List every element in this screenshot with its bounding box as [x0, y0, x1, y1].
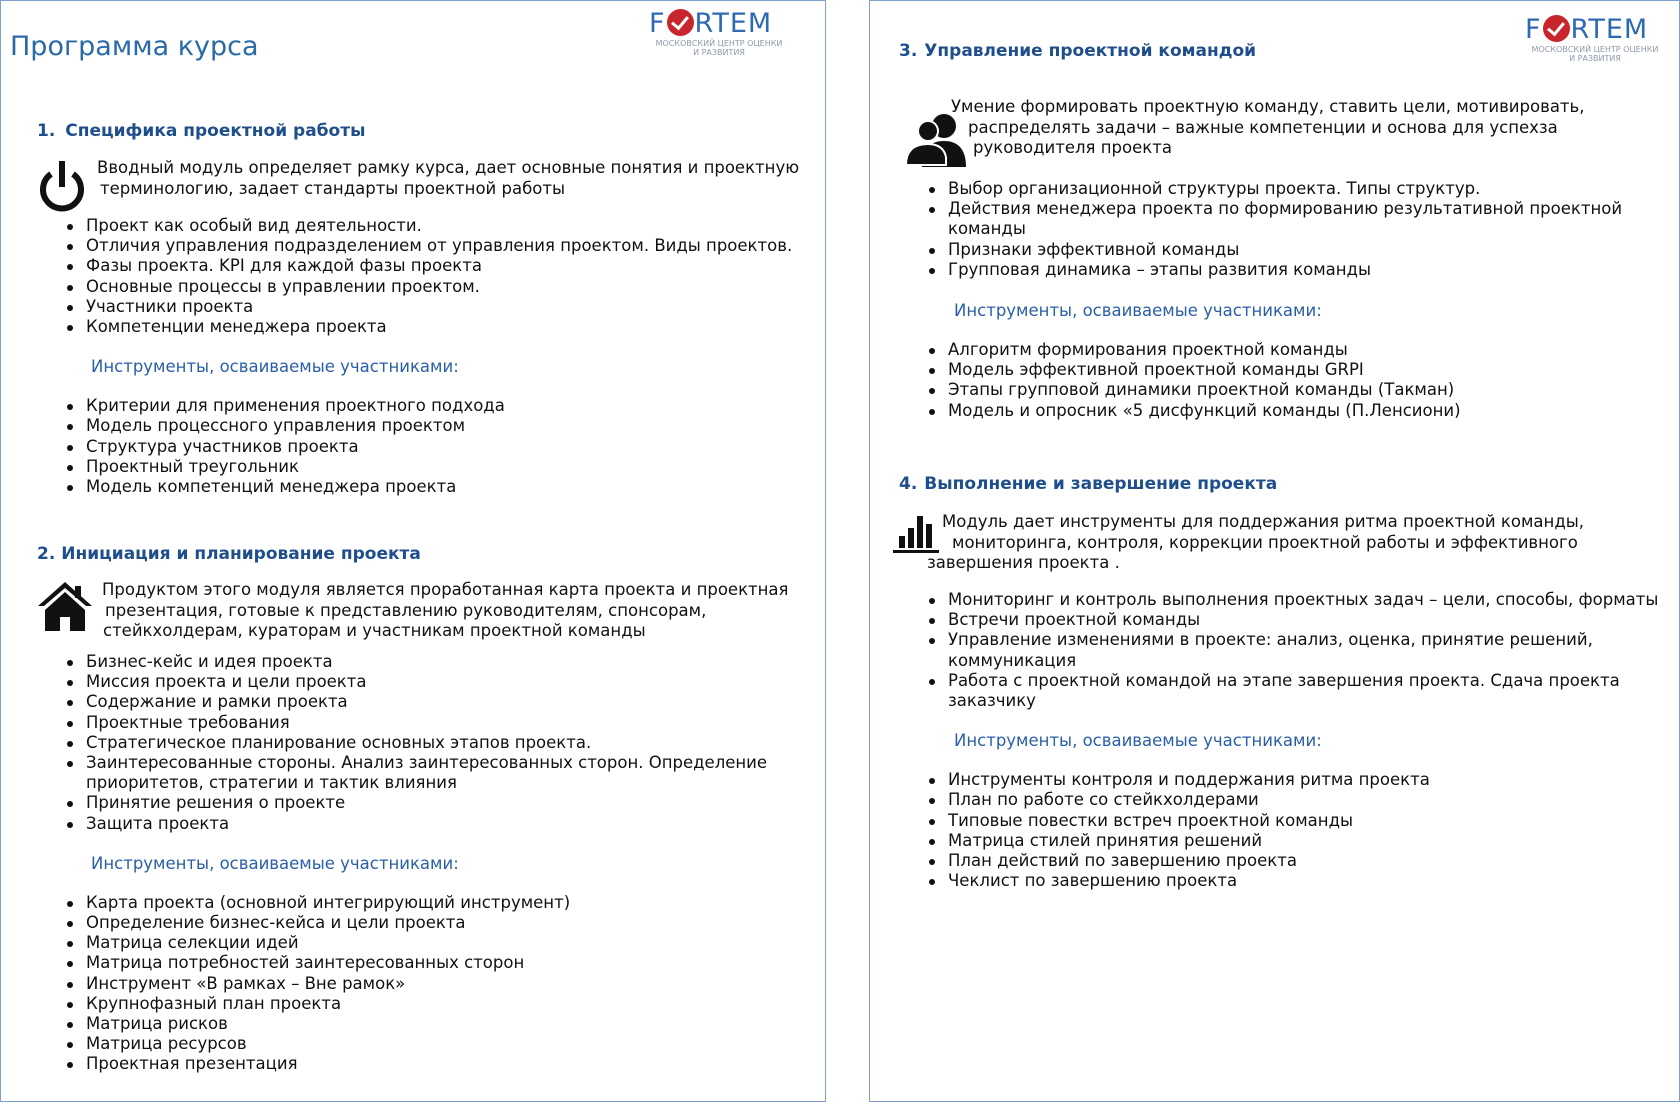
logo-subtitle: МОСКОВСКИЙ ЦЕНТР ОЦЕНКИ И РАЗВИТИЯ — [1531, 45, 1659, 63]
fortem-logo — [649, 9, 799, 69]
list-item: Групповая динамика – этапы развития команды — [899, 260, 1669, 280]
list-item: Отличия управления подразделением от управления проектом. Виды проектов. — [37, 236, 817, 256]
list-item: Модель компетенций менеджера проекта — [37, 477, 817, 497]
list-item: Матрица рисков — [37, 1014, 817, 1034]
tools-label: Инструменты, осваиваемые участниками: — [954, 301, 1322, 321]
page-title: Программа курса — [10, 31, 259, 62]
list-item: Определение бизнес-кейса и цели проекта — [37, 913, 817, 933]
list-item: Бизнес-кейс и идея проекта — [37, 652, 817, 672]
list-item: Модель процессного управления проектом — [37, 416, 817, 436]
list-item: Крупнофазный план проекта — [37, 994, 817, 1014]
list-item: Проектный треугольник — [37, 457, 817, 477]
list-item: Действия менеджера проекта по формированию результативной проектной команды — [899, 199, 1638, 239]
tools-label: Инструменты, осваиваемые участниками: — [91, 853, 459, 873]
section-topics-list — [899, 590, 1674, 711]
team-icon — [904, 111, 970, 173]
list-item: Матрица селекции идей — [37, 933, 817, 953]
list-item: Карта проекта (основной интегрирующий инструмент) — [37, 893, 817, 913]
section-topics-list — [37, 652, 817, 834]
list-item: Проектные требования — [37, 713, 817, 733]
section-heading: 4. Выполнение и завершение проекта — [899, 474, 1278, 494]
list-item: Типовые повестки встреч проектной команды — [899, 811, 1674, 831]
tools-label: Инструменты, осваиваемые участниками: — [91, 357, 459, 377]
section-tools-list — [899, 340, 1669, 421]
section-intro: Вводный модуль определяет рамку курса, дает основные понятия и проектную терминологию, задает стандарты проектной работы — [37, 158, 817, 216]
list-item: Инструмент «В рамках – Вне рамок» — [37, 974, 817, 994]
list-item: Алгоритм формирования проектной команды — [899, 340, 1669, 360]
section-4 — [899, 474, 1674, 891]
list-item: План действий по завершению проекта — [899, 851, 1674, 871]
list-item: Критерии для применения проектного подхода — [37, 396, 817, 416]
logo-wordmark: F RTEM — [1525, 14, 1649, 45]
list-item: Признаки эффективной команды — [899, 240, 1669, 260]
logo-wordmark: F RTEM — [649, 8, 773, 39]
list-item: Этапы групповой динамики проектной команды (Такман) — [899, 380, 1669, 400]
list-item: Проект как особый вид деятельности. — [37, 216, 817, 236]
list-item: Защита проекта — [37, 814, 817, 834]
section-intro: Продуктом этого модуля является проработанная карта проекта и проектная презентация, готовые к представлению руководителям, спонсорам, стейкхолдерам, кураторам и участникам проектной команды — [37, 580, 817, 645]
page-left — [0, 0, 826, 1102]
list-item: Работа с проектной командой на этапе завершения проекта. Сдача проекта заказчику — [899, 671, 1648, 711]
list-item: Участники проекта — [37, 297, 817, 317]
section-topics-list — [899, 179, 1669, 280]
list-item: Структура участников проекта — [37, 437, 817, 457]
section-heading: 3. Управление проектной командой — [899, 41, 1257, 61]
list-item: Инструменты контроля и поддержания ритма проекта — [899, 770, 1674, 790]
section-heading: 1. Специфика проектной работы — [37, 121, 366, 141]
list-item: Модель эффективной проектной команды GRPI — [899, 360, 1669, 380]
list-item: Встречи проектной команды — [899, 610, 1674, 630]
list-item: Компетенции менеджера проекта — [37, 317, 817, 337]
section-tools-list — [37, 893, 817, 1075]
logo-checkmark-icon — [667, 9, 694, 36]
list-item: Матрица потребностей заинтересованных сторон — [37, 953, 817, 973]
power-icon — [37, 160, 87, 220]
section-3 — [899, 41, 1669, 421]
section-intro: Модуль дает инструменты для поддержания ритма проектной команды, мониторинга, контроля, коррекции проектной работы и эффективного завершения проекта . — [899, 512, 1674, 576]
tools-label: Инструменты, осваиваемые участниками: — [954, 731, 1322, 751]
list-item: Матрица ресурсов — [37, 1034, 817, 1054]
list-item: Управление изменениями в проекте: анализ, оценка, принятие решений, коммуникация — [899, 630, 1638, 670]
list-item: Мониторинг и контроль выполнения проектных задач – цели, способы, форматы — [899, 590, 1674, 610]
section-topics-list — [37, 216, 817, 337]
list-item: Выбор организационной структуры проекта. Типы структур. — [899, 179, 1669, 199]
list-item: План по работе со стейкхолдерами — [899, 790, 1674, 810]
list-item: Принятие решения о проекте — [37, 793, 817, 813]
list-item: Проектная презентация — [37, 1054, 817, 1074]
list-item: Модель и опросник «5 дисфункций команды (П.Ленсиони) — [899, 401, 1669, 421]
list-item: Матрица стилей принятия решений — [899, 831, 1674, 851]
section-1 — [37, 121, 817, 497]
home-icon — [37, 580, 93, 640]
list-item: Стратегическое планирование основных этапов проекта. — [37, 733, 817, 753]
section-intro: Умение формировать проектную команду, ставить цели, мотивировать, распределять задачи – важные компетенции и основа для успехза руководителя проекта — [899, 97, 1669, 177]
section-tools-list — [899, 770, 1674, 891]
logo-checkmark-icon — [1543, 15, 1570, 42]
logo-subtitle: МОСКОВСКИЙ ЦЕНТР ОЦЕНКИ И РАЗВИТИЯ — [655, 39, 783, 57]
section-heading: 2. Инициация и планирование проекта — [37, 544, 421, 564]
list-item: Миссия проекта и цели проекта — [37, 672, 817, 692]
list-item: Чеклист по завершению проекта — [899, 871, 1674, 891]
section-2 — [37, 544, 817, 1075]
section-tools-list — [37, 396, 817, 497]
list-item: Основные процессы в управлении проектом. — [37, 277, 817, 297]
list-item: Заинтересованные стороны. Анализ заинтересованных сторон. Определение приоритетов, стратегии и тактик влияния — [37, 753, 786, 793]
page-right — [869, 0, 1680, 1102]
list-item: Содержание и рамки проекта — [37, 692, 817, 712]
bar-chart-icon — [891, 512, 941, 560]
list-item: Фазы проекта. KPI для каждой фазы проекта — [37, 256, 817, 276]
